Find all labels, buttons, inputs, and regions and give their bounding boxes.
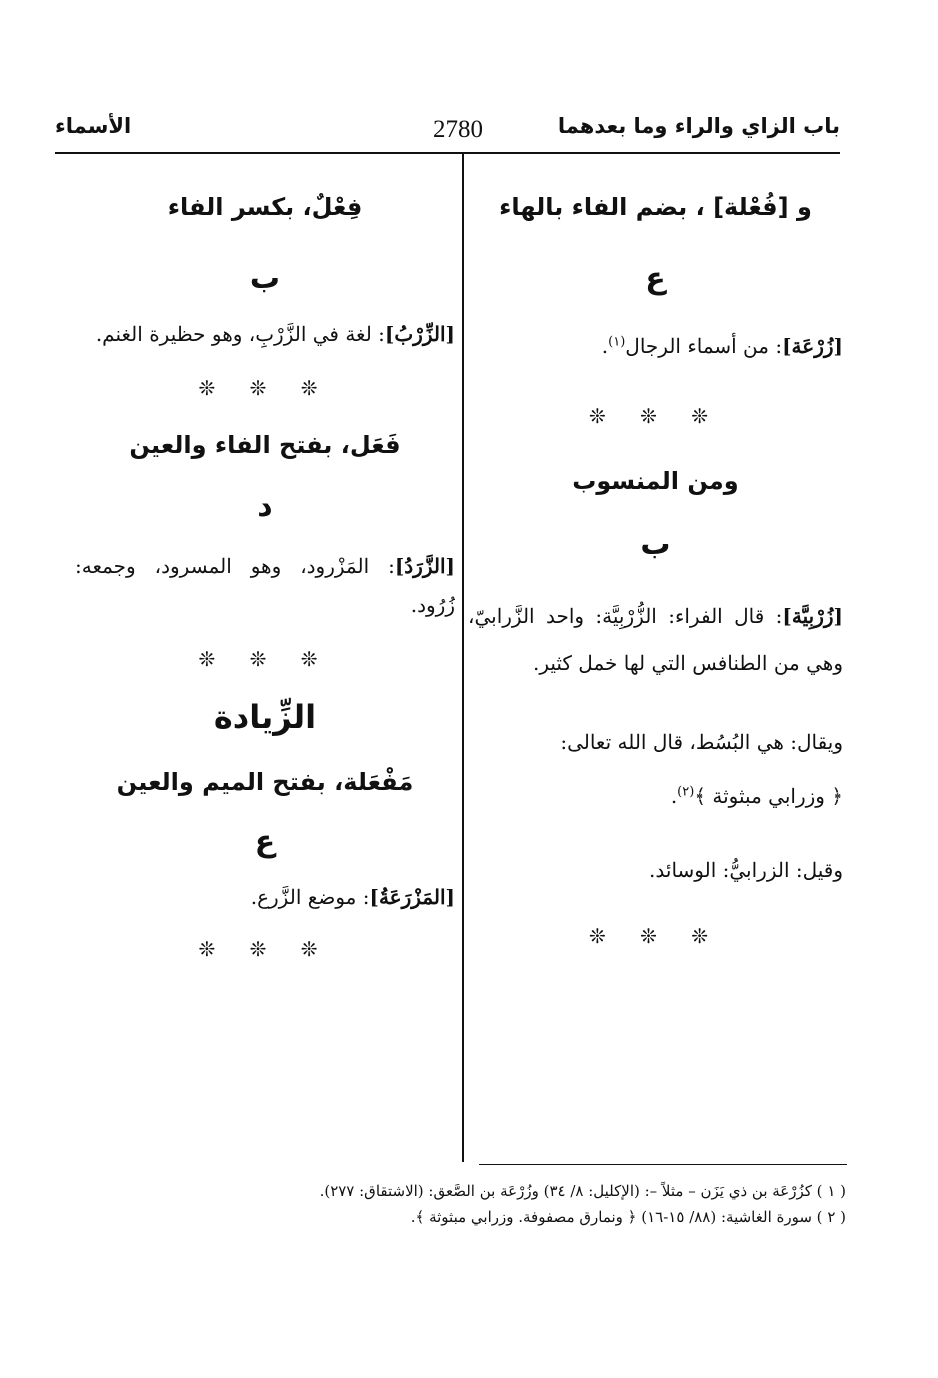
- heading-fil: فِعْلٌ، بكسر الفاء: [167, 193, 363, 221]
- entry-text: : قال الفراء: الزُّرْبِيَّة: واحد الزَّرابيّ، وهي من الطنافس التي لها خمل كثير.: [468, 604, 843, 676]
- letter-ain: ع: [254, 824, 276, 860]
- letter-ba: ب: [640, 527, 671, 563]
- entry-zurbiyya: [468, 593, 843, 687]
- entry-end: .: [670, 784, 678, 809]
- entry-text: ويقال: هي البُسُط، قال الله تعالى:: [560, 730, 843, 755]
- footnote-ref: (٢): [677, 784, 695, 800]
- heading-mansub: ومن المنسوب: [572, 467, 739, 496]
- separator-stars: ❊ ❊ ❊: [589, 924, 722, 949]
- entry-term: [الزِّرْبُ]: [384, 322, 455, 347]
- letter-ba: ب: [249, 261, 281, 297]
- entry-text: : المَزْرود، وهو المسرود، وجمعه: زُرُود.: [75, 554, 455, 618]
- page-header: [55, 108, 840, 156]
- entry-mazraa: [75, 878, 455, 917]
- chapter-title: باب الزاي والراء وما بعدهما: [557, 114, 840, 138]
- header-rule: [55, 152, 840, 154]
- column-divider: [462, 154, 464, 1162]
- entry-term: [الزَّرَدُ]: [394, 554, 455, 579]
- separator-stars: ❊ ❊ ❊: [589, 404, 722, 429]
- entry-zarad: [75, 547, 455, 625]
- heading-fula: و [فُعْلة] ، بضم الفاء بالهاء: [499, 193, 812, 221]
- entry-term: [زُرْبِيَّة]: [782, 604, 843, 629]
- entry-text: : موضع الزَّرع.: [250, 885, 370, 910]
- entry-text: : من أسماء الرجال: [625, 334, 783, 359]
- separator-stars: ❊ ❊ ❊: [198, 647, 332, 672]
- entry-wasaid: وقيل: الزرابيُّ: الوسائد.: [649, 858, 843, 883]
- left-column: [75, 180, 455, 961]
- footnotes: [86, 1178, 846, 1231]
- section-heading-ziyada: الزِّيادة: [213, 698, 317, 737]
- section-title: الأسماء: [55, 114, 132, 138]
- heading-mafala: مَفْعَلة، بفتح الميم والعين: [116, 767, 414, 796]
- entry-term: [المَزْرَعَةُ]: [369, 885, 455, 910]
- page-number: 2780: [433, 116, 483, 143]
- quran-quote: ﴿ وزرابي مبثوثة ﴾: [694, 784, 843, 809]
- entry-end: .: [601, 334, 609, 359]
- footnote-ref: (١): [608, 334, 626, 350]
- footnote-rule: [479, 1164, 847, 1165]
- letter-ain: ع: [645, 261, 666, 297]
- entry-text: : لغة في الزَّرْبِ، وهو حظيرة الغنم.: [95, 322, 385, 347]
- footnote-1: ( ١ ) كزُرْعَة بن ذي يَزَن – مثلاً –: (الإكليل: ٨/ ٣٤) وزُرْعَة بن الصَّعق: (الاشتقاق: ٢٧٧).: [319, 1182, 846, 1200]
- entry-zirb: [75, 315, 455, 354]
- heading-faal: فَعَل، بفتح الفاء والعين: [129, 431, 401, 460]
- entry-zura: [468, 327, 843, 366]
- entry-busut: [468, 715, 843, 823]
- footnote-2: ( ٢ ) سورة الغاشية: (٨٨/ ١٥-١٦) ﴿ ونمارق مصفوفة. وزرابي مبثوثة ﴾.: [410, 1208, 846, 1227]
- separator-stars: ❊ ❊ ❊: [198, 937, 332, 962]
- separator-stars: ❊ ❊ ❊: [198, 376, 332, 401]
- letter-dal: د: [257, 489, 273, 525]
- right-column: [468, 180, 843, 948]
- entry-term: [زُرْعَة]: [782, 334, 843, 359]
